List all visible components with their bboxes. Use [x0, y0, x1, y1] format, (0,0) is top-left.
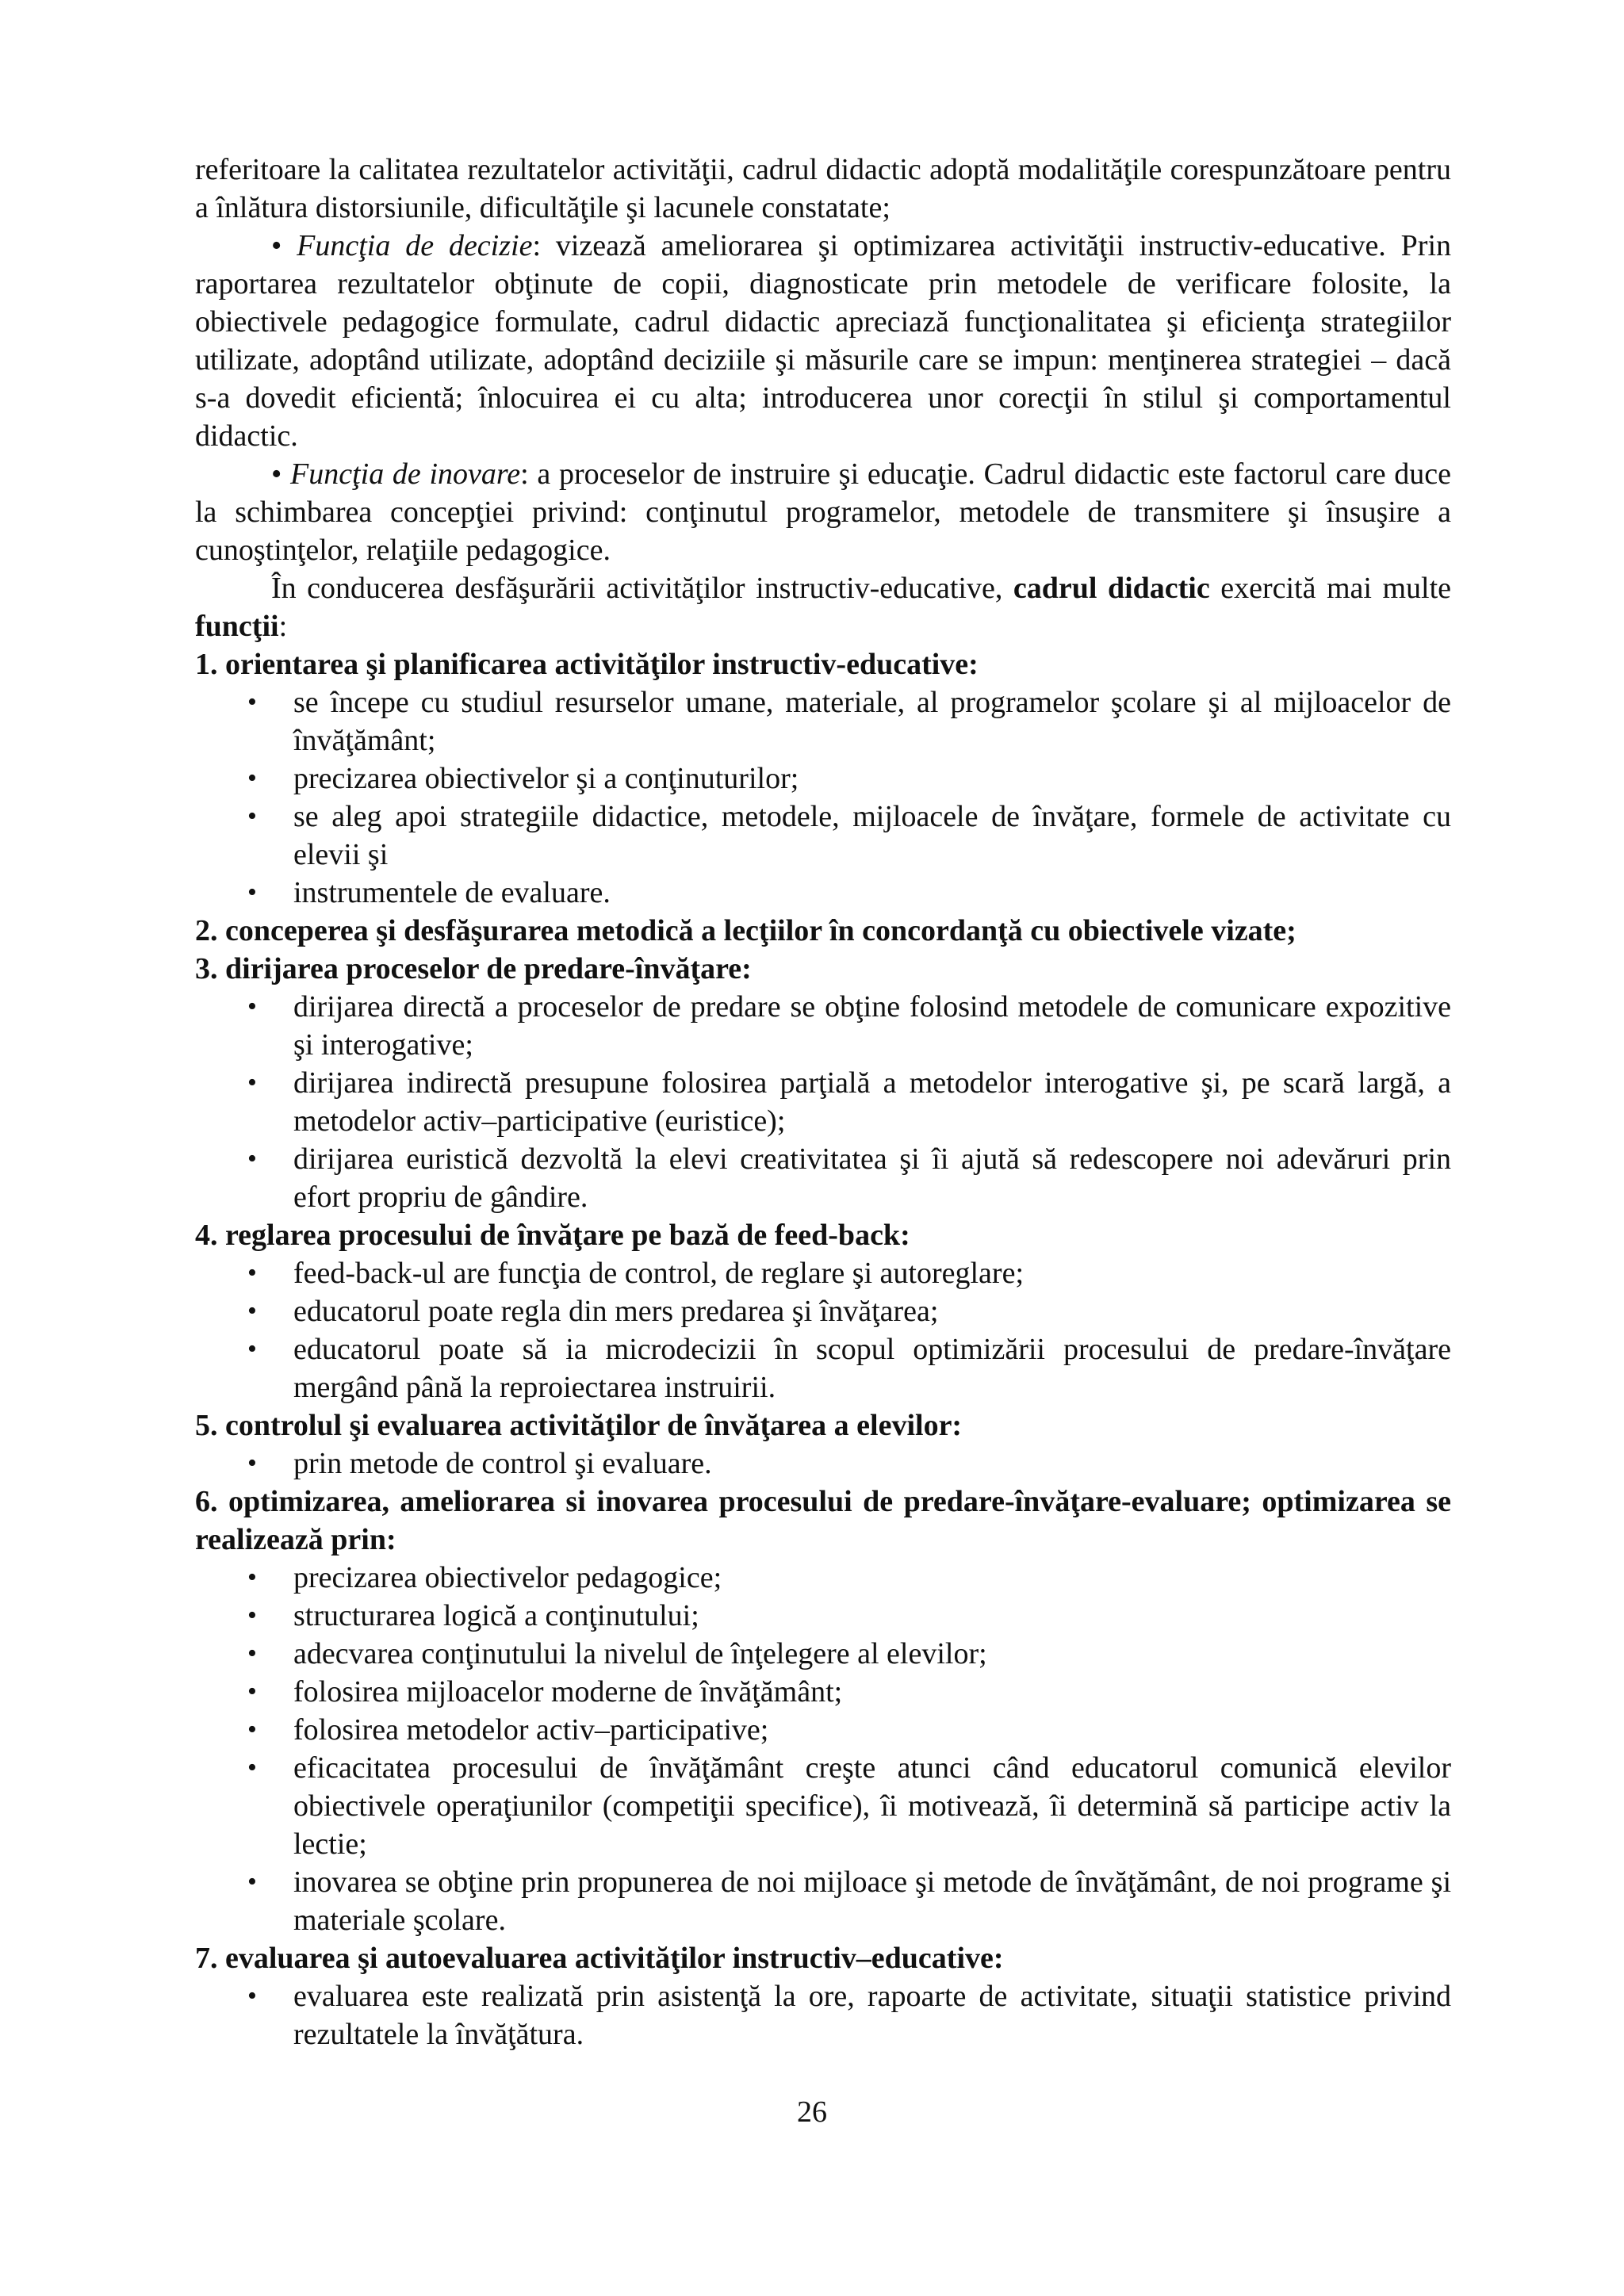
list-item-text: eficacitatea procesului de învăţământ creşte atunci când educatorul comunică elevilor obiectivele operaţiunilor (competiţii specifice), îi motivează, îi determină să participe activ la lectie;: [293, 1751, 1451, 1861]
bullet-icon: •: [247, 802, 257, 831]
section-heading-7: 7. evaluarea şi autoevaluarea activităţilor instructiv–educative:: [195, 1942, 1004, 1975]
bullet-icon: •: [247, 1334, 257, 1364]
bullet-icon: •: [247, 763, 257, 793]
functions-intro-paragraph: [195, 569, 1451, 645]
bold-run: funcţii: [195, 610, 279, 643]
section-heading-4: 4. reglarea procesului de învăţare pe bază de feed-back:: [195, 1219, 910, 1252]
list-item-text: se începe cu studiul resurselor umane, materiale, al programelor şcolare şi al mijloacelor de învăţământ;: [293, 686, 1451, 757]
bullet-list-1: [195, 683, 1451, 912]
text-run: exercită mai multe: [1209, 572, 1451, 605]
bullet-icon: •: [247, 1296, 257, 1326]
page-number: 26: [797, 2095, 827, 2129]
list-item: [195, 1597, 1451, 1635]
list-item: [195, 1749, 1451, 1863]
intro-paragraph: referitoare la calitatea rezultatelor activităţii, cadrul didactic adoptă modalităţile corespunzătoare pentru a înlătura distorsiunile, dificultăţile şi lacunele constatate;: [195, 153, 1451, 224]
bullet-list-3: [195, 988, 1451, 1216]
bullet-icon: •: [247, 1448, 257, 1478]
list-item: [195, 1977, 1451, 2053]
list-item: [195, 1445, 1451, 1483]
bullet-icon: •: [247, 1601, 257, 1630]
list-item: [195, 760, 1451, 798]
section-heading-3: 3. dirijarea proceselor de predare-învăţare:: [195, 952, 752, 985]
list-item-text: structurarea logică a conţinutului;: [293, 1599, 699, 1632]
section-heading-6: 6. optimizarea, ameliorarea si inovarea procesului de predare-învăţare-evaluare; optimizarea se realizează prin:: [195, 1485, 1451, 1556]
list-item-text: dirijarea directă a proceselor de predare se obţine folosind metodele de comunicare expozitive şi interogative;: [293, 990, 1451, 1062]
bullet-list-6: [195, 1559, 1451, 1939]
list-item-text: precizarea obiectivelor pedagogice;: [293, 1561, 722, 1594]
text-run: În conducerea desfăşurării activităţilor instructiv-educative,: [271, 572, 1013, 605]
list-item: [195, 1863, 1451, 1939]
bullet-symbol: •: [271, 229, 297, 262]
list-item-text: folosirea mijloacelor moderne de învăţământ;: [293, 1675, 843, 1709]
list-item-text: adecvarea conţinutului la nivelul de înţelegere al elevilor;: [293, 1637, 987, 1670]
decision-function-text: : vizează ameliorarea şi optimizarea activităţii instructiv-educative. Prin raportarea rezultatelor obţinute de copii, diagnosticate prin metodele de verificare folosite, la obiectivele pedagogice formulate, cadrul didactic apreciază funcţionalitatea şi eficienţa strategiilor utilizate, adoptând utilizate, adoptând deciziile şi măsurile care se impun: menţinerea strategiei – dacă s-a dovedit eficientă; înlocuirea ei cu alta; introducerea unor corecţii în stilul şi comportamentul didactic.: [195, 229, 1452, 453]
list-item: [195, 874, 1451, 912]
list-item: [195, 1064, 1451, 1140]
list-item-text: dirijarea indirectă presupune folosirea parţială a metodelor interogative şi, pe scară largă, a metodelor activ–participative (euristice);: [293, 1066, 1451, 1138]
bullet-icon: •: [247, 1639, 257, 1668]
bullet-icon: •: [247, 878, 257, 907]
list-item: [195, 1559, 1451, 1597]
section-heading-1: 1. orientarea şi planificarea activităţilor instructiv-educative:: [195, 648, 979, 681]
bold-run: cadrul didactic: [1013, 572, 1210, 605]
bullet-list-7: [195, 1977, 1451, 2053]
list-item-text: folosirea metodelor activ–participative;: [293, 1713, 769, 1747]
bullet-icon: •: [247, 992, 257, 1021]
decision-function-paragraph: [195, 227, 1451, 455]
list-item-text: dirijarea euristică dezvoltă la elevi creativitatea şi îi ajută să redescopere noi adevăruri prin efort propriu de gândire.: [293, 1142, 1451, 1214]
bullet-icon: •: [247, 1144, 257, 1173]
bullet-icon: •: [247, 687, 257, 717]
innovation-function-text: : a proceselor de instruire şi educaţie. Cadrul didactic este factorul care duce la schimbarea concepţiei privind: conţinutul programelor, metodele de transmitere şi însuşire a cunoştinţelor, relaţiile pedagogice.: [195, 457, 1451, 567]
bullet-icon: •: [247, 1981, 257, 2011]
decision-function-term: Funcţia de decizie: [297, 229, 533, 262]
list-item: [195, 1673, 1451, 1711]
list-item: [195, 988, 1451, 1064]
bullet-list-4: [195, 1254, 1451, 1406]
section-heading-2: 2. conceperea şi desfăşurarea metodică a lecţiilor în concordanţă cu obiectivele vizate;: [195, 914, 1297, 947]
bullet-icon: •: [247, 1068, 257, 1097]
list-item: [195, 1254, 1451, 1292]
bullet-icon: •: [247, 1867, 257, 1896]
list-item-text: educatorul poate să ia microdecizii în scopul optimizării procesului de predare-învăţare mergând până la reproiectarea instruirii.: [293, 1333, 1451, 1404]
list-item-text: precizarea obiectivelor şi a conţinuturilor;: [293, 762, 799, 795]
list-item: [195, 1330, 1451, 1406]
list-item-text: evaluarea este realizată prin asistenţă la ore, rapoarte de activitate, situaţii statistice privind rezultatele la învăţătura.: [293, 1980, 1451, 2051]
list-item: [195, 798, 1451, 874]
list-item-text: prin metode de control şi evaluare.: [293, 1447, 712, 1480]
list-item: [195, 1140, 1451, 1216]
bullet-icon: •: [247, 1677, 257, 1706]
bullet-icon: •: [247, 1715, 257, 1744]
section-heading-5: 5. controlul şi evaluarea activităţilor de învăţarea a elevilor:: [195, 1409, 963, 1442]
list-item-text: educatorul poate regla din mers predarea şi învăţarea;: [293, 1295, 939, 1328]
text-run: :: [278, 610, 288, 643]
bullet-list-5: [195, 1445, 1451, 1483]
bullet-icon: •: [247, 1563, 257, 1592]
bullet-icon: •: [247, 1258, 257, 1288]
list-item-text: se aleg apoi strategiile didactice, metodele, mijloacele de învăţare, formele de activitate cu elevii şi: [293, 800, 1451, 871]
bullet-symbol: •: [271, 457, 290, 491]
innovation-function-paragraph: [195, 455, 1451, 569]
bullet-icon: •: [247, 1753, 257, 1782]
list-item-text: inovarea se obţine prin propunerea de noi mijloace şi metode de învăţământ, de noi programe şi materiale şcolare.: [293, 1866, 1451, 1937]
list-item-text: feed-back-ul are funcţia de control, de reglare şi autoreglare;: [293, 1257, 1024, 1290]
innovation-function-term: Funcţia de inovare: [290, 457, 521, 491]
list-item: [195, 683, 1451, 760]
list-item: [195, 1635, 1451, 1673]
list-item: [195, 1711, 1451, 1749]
list-item-text: instrumentele de evaluare.: [293, 876, 611, 909]
list-item: [195, 1292, 1451, 1330]
